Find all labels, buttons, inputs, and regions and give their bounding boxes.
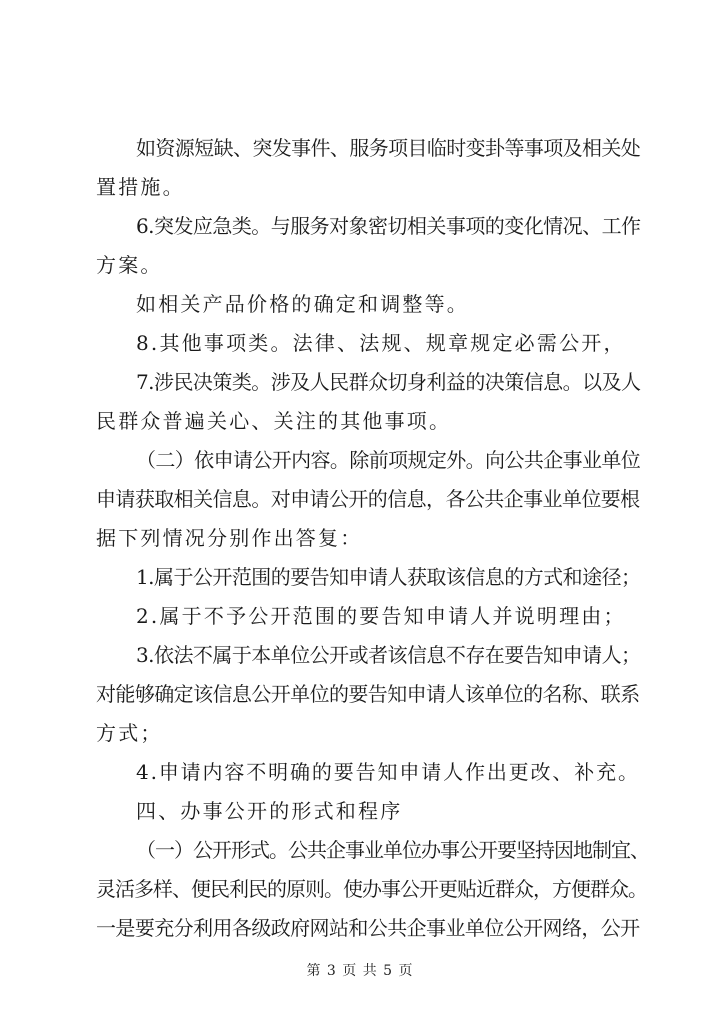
text-line: 8.其他事项类。法律、法规、规章规定必需公开， — [136, 331, 626, 355]
text-line: 置措施。 — [96, 175, 185, 199]
text-line: 2.属于不予公开范围的要告知申请人并说明理由； — [136, 604, 626, 628]
section-heading: 四、办事公开的形式和程序 — [136, 799, 403, 823]
text-line: 4.申请内容不明确的要告知申请人作出更改、补充。 — [136, 760, 640, 784]
text-line: 7.涉民决策类。涉及人民群众切身利益的决策信息。以及人 — [136, 370, 641, 394]
text-line: 1.属于公开范围的要告知申请人获取该信息的方式和途径； — [136, 565, 641, 589]
text-line: 据下列情况分别作出答复： — [96, 526, 363, 550]
text-line: （二）依申请公开内容。除前项规定外。向公共企事业单位 — [136, 448, 641, 472]
text-line: 如资源短缺、突发事件、服务项目临时变卦等事项及相关处 — [136, 136, 641, 160]
text-line: （一）公开形式。公共企事业单位办事公开要坚持因地制宜、 — [136, 838, 649, 862]
text-line: 6.突发应急类。与服务对象密切相关事项的变化情况、工作 — [136, 214, 641, 238]
text-line: 灵活多样、便民利民的原则。使办事公开更贴近群众，方便群众。 — [96, 877, 647, 901]
text-line: 一是要充分利用各级政府网站和公共企事业单位公开网络，公开 — [96, 916, 640, 940]
text-line: 方式； — [96, 721, 163, 745]
text-line: 方案。 — [96, 253, 163, 277]
page-number-footer: 第 3 页 共 5 页 — [306, 963, 414, 979]
text-line: 民群众普遍关心、关注的其他事项。 — [96, 409, 452, 433]
text-line: 申请获取相关信息。对申请公开的信息，各公共企事业单位要根 — [96, 487, 640, 511]
text-line: 对能够确定该信息公开单位的要告知申请人该单位的名称、联系 — [96, 682, 640, 706]
text-line: 如相关产品价格的确定和调整等。 — [136, 292, 469, 316]
text-line: 3.依法不属于本单位公开或者该信息不存在要告知申请人； — [136, 643, 641, 667]
